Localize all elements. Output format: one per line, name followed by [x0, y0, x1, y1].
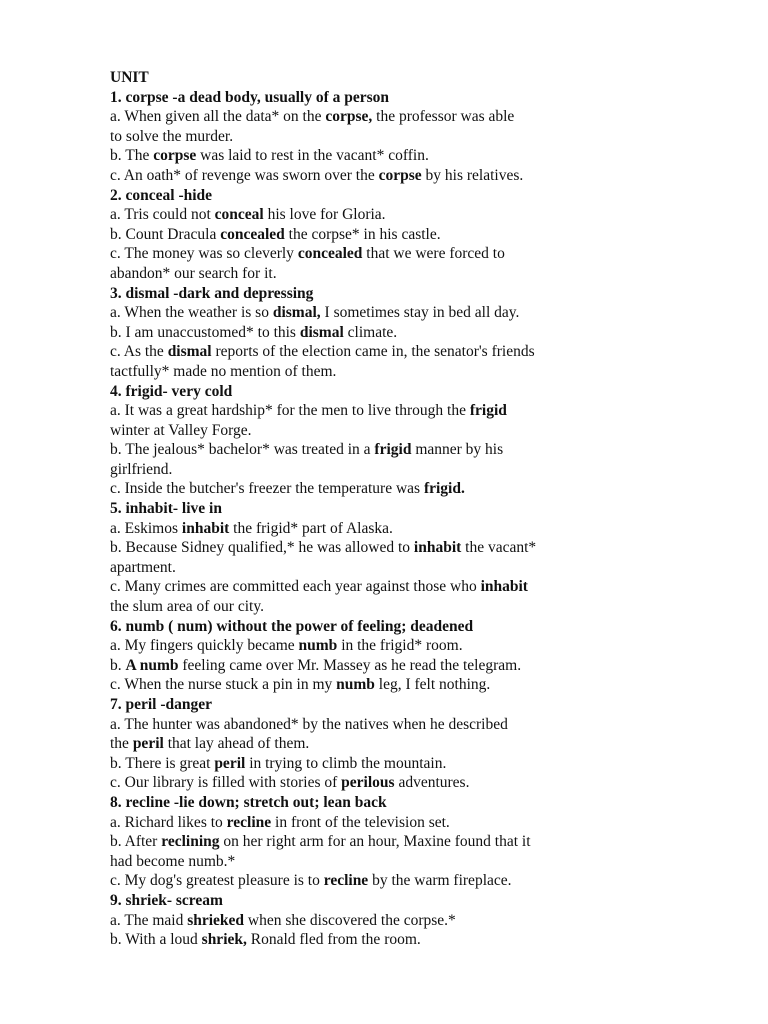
example-sentence-line	[110, 342, 630, 362]
sentence-text: the vacant*	[461, 539, 537, 557]
example-sentence-line	[110, 577, 630, 597]
entry-heading: 2. conceal -hide	[110, 186, 213, 204]
vocabulary-entry	[110, 88, 630, 186]
sentence-text: the frigid* part of Alaska.	[229, 519, 393, 537]
sentence-text: in trying to climb the mountain.	[245, 754, 447, 772]
sentence-text: c. Inside the butcher's freezer the temperature was	[110, 480, 424, 498]
example-sentence-line	[110, 440, 630, 460]
sentence-text: c. Many crimes are committed each year against those who	[110, 578, 481, 596]
sentence-text: tactfully* made no mention of them.	[110, 362, 337, 380]
highlighted-word: shriek,	[201, 931, 247, 949]
example-sentence-line	[110, 401, 630, 421]
sentence-text: b. After	[110, 833, 162, 851]
sentence-text: c. The money was so cleverly	[110, 245, 298, 263]
sentence-text: adventures.	[394, 774, 470, 792]
sentence-text: that lay ahead of them.	[163, 735, 310, 753]
sentence-text: in the frigid* room.	[337, 637, 463, 655]
vocabulary-list	[110, 88, 630, 950]
sentence-text: I sometimes stay in bed all day.	[320, 304, 520, 322]
sentence-text: b. The jealous* bachelor* was treated in a	[110, 441, 375, 459]
example-sentence-line	[110, 871, 630, 891]
sentence-text: that we were forced to	[362, 245, 505, 263]
highlighted-word: corpse	[378, 166, 422, 184]
sentence-text: b. Count Dracula	[110, 225, 221, 243]
sentence-text: c. Our library is filled with stories of	[110, 774, 342, 792]
sentence-text: girlfriend.	[110, 460, 173, 478]
sentence-text: a. Eskimos	[110, 519, 182, 537]
sentence-text: a. My fingers quickly became	[110, 637, 299, 655]
sentence-text: on her right arm for an hour, Maxine found that it	[219, 833, 531, 851]
highlighted-word: frigid	[374, 441, 412, 459]
vocabulary-entry	[110, 186, 630, 284]
entry-heading: 5. inhabit- live in	[110, 500, 222, 518]
entry-heading: 1. corpse -a dead body, usually of a person	[110, 88, 390, 106]
sentence-text: a. When the weather is so	[110, 304, 273, 322]
highlighted-word: inhabit	[413, 539, 462, 557]
sentence-text: a. The hunter was abandoned* by the natives when he described	[110, 715, 508, 733]
vocabulary-entry	[110, 695, 630, 793]
sentence-text: a. Tris could not	[110, 206, 215, 224]
document-page	[110, 68, 630, 950]
example-sentence-line	[110, 813, 630, 833]
example-sentence-line	[110, 519, 630, 539]
entry-heading: 8. recline -lie down; stretch out; lean back	[110, 793, 387, 811]
entry-heading: 9. shriek- scream	[110, 891, 223, 909]
example-sentence-line	[110, 244, 630, 264]
sentence-text: when she discovered the corpse.*	[244, 911, 456, 929]
sentence-text: b. Because Sidney qualified,* he was allowed to	[110, 539, 414, 557]
example-sentence-line	[110, 107, 630, 127]
highlighted-word: inhabit	[480, 578, 528, 596]
sentence-text: reports of the election came in, the senator's friends	[211, 343, 535, 361]
sentence-text: the	[110, 735, 133, 753]
sentence-text: c. As the	[110, 343, 168, 361]
sentence-text: by the warm fireplace.	[368, 872, 512, 890]
example-sentence-line	[110, 323, 630, 343]
sentence-text: apartment.	[110, 558, 176, 576]
example-sentence-line	[110, 421, 630, 441]
sentence-text: to solve the murder.	[110, 127, 234, 145]
highlighted-word: frigid	[469, 402, 507, 420]
example-sentence-line	[110, 127, 630, 147]
sentence-text: Ronald fled from the room.	[246, 931, 421, 949]
example-sentence-line	[110, 146, 630, 166]
vocabulary-entry	[110, 382, 630, 500]
sentence-text: was laid to rest in the vacant* coffin.	[196, 147, 429, 165]
highlighted-word: recline	[323, 872, 369, 890]
highlighted-word: numb	[298, 637, 338, 655]
sentence-text: a. When given all the data* on the	[110, 108, 326, 126]
example-sentence-line	[110, 205, 630, 225]
sentence-text: had become numb.*	[110, 852, 236, 870]
sentence-text: the professor was able	[372, 108, 515, 126]
highlighted-word: frigid.	[423, 480, 465, 498]
entry-heading: 4. frigid- very cold	[110, 382, 233, 400]
sentence-text: b. With a loud	[110, 931, 202, 949]
example-sentence-line	[110, 264, 630, 284]
sentence-text: a. The maid	[110, 911, 188, 929]
highlighted-word: dismal	[299, 323, 344, 341]
sentence-text: leg, I felt nothing.	[374, 676, 491, 694]
vocabulary-entry	[110, 617, 630, 695]
highlighted-word: perilous	[341, 774, 395, 792]
sentence-text: the corpse* in his castle.	[284, 225, 441, 243]
example-sentence-line	[110, 479, 630, 499]
highlighted-word: dismal,	[272, 304, 321, 322]
sentence-text: his love for Gloria.	[263, 206, 386, 224]
example-sentence-line	[110, 303, 630, 323]
example-sentence-line	[110, 538, 630, 558]
highlighted-word: peril	[214, 754, 246, 772]
sentence-text: b.	[110, 656, 126, 674]
highlighted-word: inhabit	[181, 519, 230, 537]
sentence-text: in front of the television set.	[271, 813, 450, 831]
example-sentence-line	[110, 166, 630, 186]
example-sentence-line	[110, 656, 630, 676]
sentence-text: c. When the nurse stuck a pin in my	[110, 676, 337, 694]
sentence-text: c. My dog's greatest pleasure is to	[110, 872, 324, 890]
highlighted-word: concealed	[220, 225, 285, 243]
example-sentence-line	[110, 930, 630, 950]
example-sentence-line	[110, 675, 630, 695]
highlighted-word: peril	[132, 735, 164, 753]
sentence-text: climate.	[343, 323, 398, 341]
sentence-text: b. The	[110, 147, 154, 165]
sentence-text: winter at Valley Forge.	[110, 421, 252, 439]
highlighted-word: recline	[226, 813, 272, 831]
highlighted-word: corpse	[153, 147, 197, 165]
unit-title: UNIT	[110, 69, 149, 86]
vocabulary-entry	[110, 793, 630, 891]
highlighted-word: reclining	[161, 833, 220, 851]
sentence-text: c. An oath* of revenge was sworn over the	[110, 166, 379, 184]
example-sentence-line	[110, 362, 630, 382]
example-sentence-line	[110, 832, 630, 852]
highlighted-word: shrieked	[187, 911, 245, 929]
highlighted-word: A numb	[125, 656, 179, 674]
sentence-text: abandon* our search for it.	[110, 264, 277, 282]
entry-heading: 6. numb ( num) without the power of feeling; deadened	[110, 617, 474, 635]
sentence-text: b. There is great	[110, 754, 215, 772]
example-sentence-line	[110, 460, 630, 480]
highlighted-word: concealed	[297, 245, 363, 263]
example-sentence-line	[110, 715, 630, 735]
vocabulary-entry	[110, 891, 630, 950]
highlighted-word: conceal	[214, 206, 264, 224]
highlighted-word: corpse,	[325, 108, 373, 126]
sentence-text: by his relatives.	[421, 166, 524, 184]
sentence-text: b. I am unaccustomed* to this	[110, 323, 300, 341]
example-sentence-line	[110, 773, 630, 793]
sentence-text: a. It was a great hardship* for the men to live through the	[110, 402, 470, 420]
example-sentence-line	[110, 636, 630, 656]
sentence-text: manner by his	[411, 441, 504, 459]
sentence-text: feeling came over Mr. Massey as he read the telegram.	[178, 656, 522, 674]
sentence-text: the slum area of our city.	[110, 598, 264, 616]
example-sentence-line	[110, 597, 630, 617]
highlighted-word: dismal	[167, 343, 212, 361]
example-sentence-line	[110, 734, 630, 754]
vocabulary-entry	[110, 284, 630, 382]
sentence-text: a. Richard likes to	[110, 813, 227, 831]
entry-heading: 3. dismal -dark and depressing	[110, 284, 314, 302]
example-sentence-line	[110, 754, 630, 774]
example-sentence-line	[110, 852, 630, 872]
example-sentence-line	[110, 911, 630, 931]
entry-heading: 7. peril -danger	[110, 696, 213, 713]
example-sentence-line	[110, 558, 630, 578]
vocabulary-entry	[110, 499, 630, 617]
highlighted-word: numb	[336, 676, 375, 694]
example-sentence-line	[110, 225, 630, 245]
